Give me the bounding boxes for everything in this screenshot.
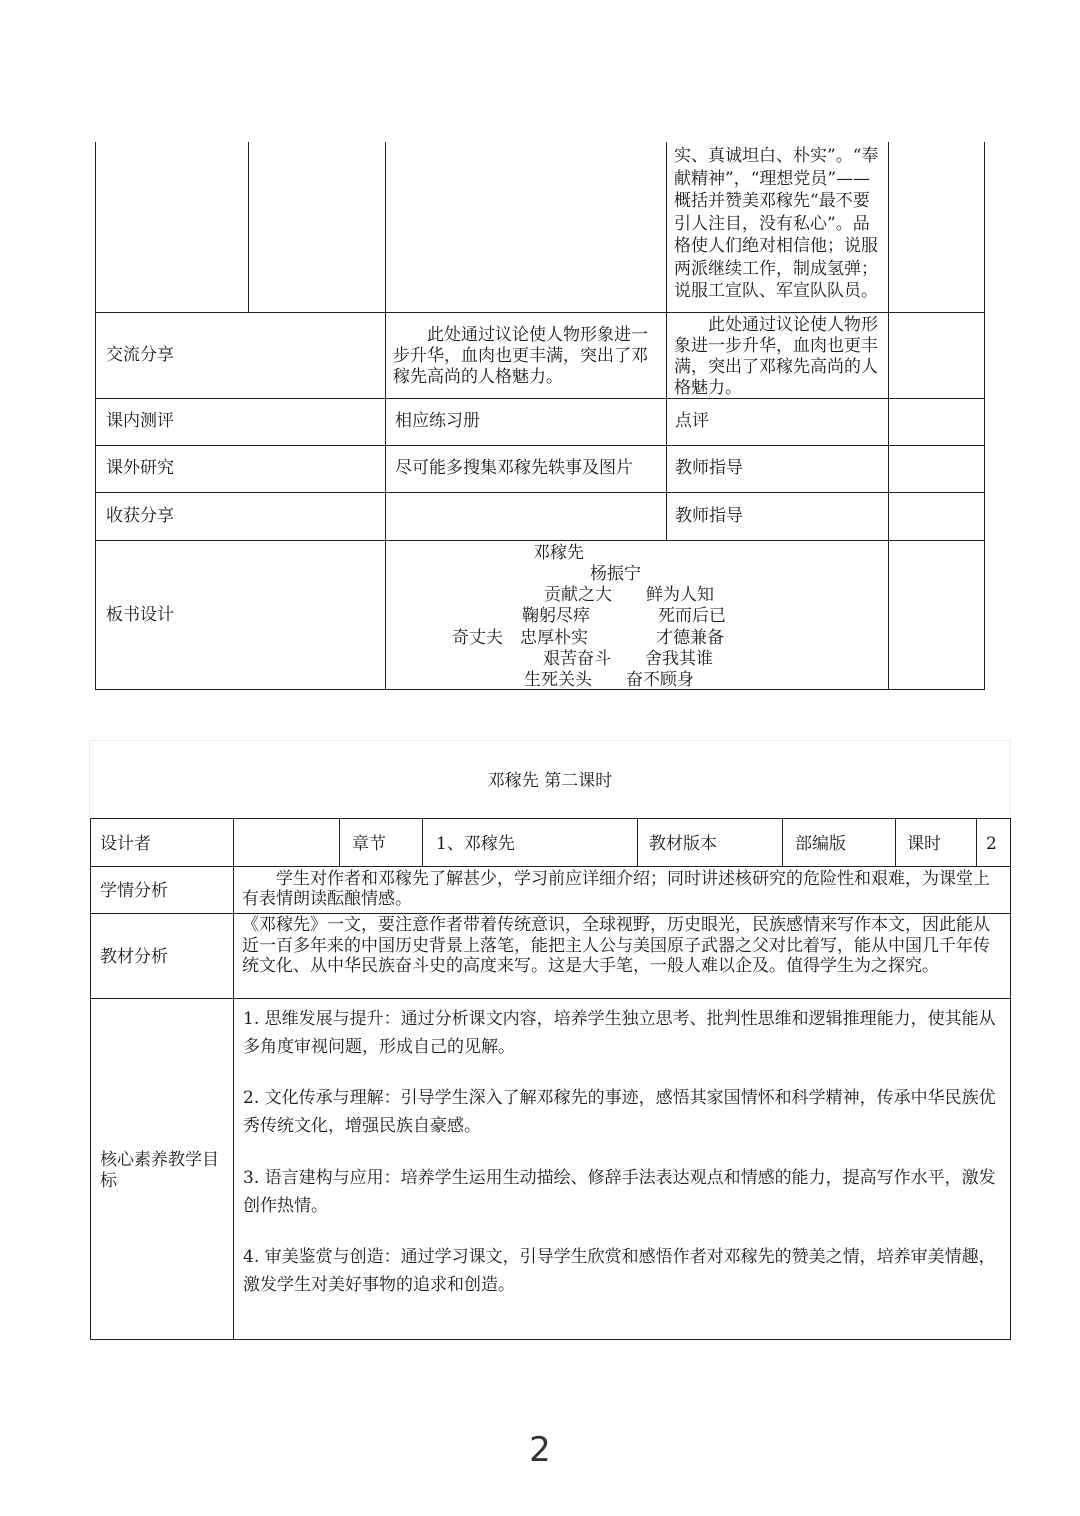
chapter-value: 1、邓稼先 xyxy=(436,834,515,854)
row-share-activity: 此处通过议论使人物形象进一步升华，血肉也更丰满，突出了邓稼先高尚的人格魅力。 xyxy=(393,325,648,387)
period-label: 课时 xyxy=(907,834,941,854)
student-analysis-text: 学生对作者和邓稼先了解甚少，学习前应详细介绍；同时讲述核研究的危险性和艰难，为课堂上有表情朗读酝酿情感。 xyxy=(242,869,990,909)
row-research-teacher: 教师指导 xyxy=(675,458,743,478)
row-label-share: 交流分享 xyxy=(106,345,174,365)
goal-item: 2. 文化传承与理解：引导学生深入了解邓稼先的事迹，感悟其家国情怀和科学精神，传承中华民族优秀传统文化，增强民族自豪感。 xyxy=(243,1088,996,1136)
board-line: 艰苦奋斗 舍我其谁 xyxy=(543,649,713,669)
board-line: 杨振宁 xyxy=(590,564,641,584)
board-line: 鞠躬尽瘁 死而后已 xyxy=(522,606,726,626)
edition-value: 部编版 xyxy=(795,834,846,854)
board-line: 邓稼先 xyxy=(533,543,584,563)
row-research-activity: 尽可能多搜集邓稼先轶事及图片 xyxy=(395,458,633,478)
row-label-research: 课外研究 xyxy=(106,458,174,478)
row-inclass-activity: 相应练习册 xyxy=(395,411,480,431)
row-share-teacher: 此处通过议论使人物形象进一步升华，血肉也更丰满，突出了邓稼先高尚的人格魅力。 xyxy=(674,315,878,398)
goal-item: 3. 语言建构与应用：培养学生运用生动描绘、修辞手法表达观点和情感的能力，提高写作水平，激发创作热情。 xyxy=(243,1168,996,1216)
goal-item: 1. 思维发展与提升：通过分析课文内容，培养学生独立思考、批判性思维和逻辑推理能力，使其能从多角度审视问题，形成自己的见解。 xyxy=(243,1009,996,1057)
page-number: 2 xyxy=(529,1430,551,1470)
period-value: 2 xyxy=(986,834,997,854)
row-label-inclass: 课内测评 xyxy=(106,411,174,431)
board-line: 贡献之大 鲜为人知 xyxy=(544,585,714,605)
edition-label: 教材版本 xyxy=(649,834,717,854)
textbook-analysis-text: 《邓稼先》一文，要注意作者带着传统意识，全球视野，历史眼光，民族感情来写作本文，因此能从近一百多年来的中国历史背景上落笔，能把主人公与美国原子武器之父对比着写，能从中国几千年传统文化、从中华民族奋斗史的高度来写。这是大手笔，一般人难以企及。值得学生为之探究。 xyxy=(242,915,990,976)
board-line: 奇丈夫 忠厚朴实 才德兼备 xyxy=(452,628,724,648)
chapter-label: 章节 xyxy=(352,834,386,854)
board-line: 生死关头 奋不顾身 xyxy=(524,670,694,690)
textbook-analysis-label: 教材分析 xyxy=(100,947,168,967)
goals-label: 核心素养教学目标 xyxy=(100,1150,219,1191)
goal-item: 4. 审美鉴赏与创造：通过学习课文，引导学生欣赏和感悟作者对邓稼先的赞美之情，培养审美情趣，激发学生对美好事物的追求和创造。 xyxy=(243,1247,996,1295)
row-harvest-teacher: 教师指导 xyxy=(675,506,743,526)
designer-label: 设计者 xyxy=(100,834,151,854)
continued-text: 实、真诚坦白、朴实”。“奉献精神”，“理想党员”——概括并赞美邓稼先“最不要引人注目，没有私心”。品格使人们绝对相信他；说服两派继续工作，制成氢弹；说服工宣队、军宣队队员。 xyxy=(674,146,879,301)
student-analysis-label: 学情分析 xyxy=(100,881,168,901)
row-label-harvest: 收获分享 xyxy=(106,506,174,526)
board-design-label: 板书设计 xyxy=(106,605,174,625)
row-inclass-teacher: 点评 xyxy=(675,411,709,431)
lesson-title: 邓稼先 第二课时 xyxy=(487,771,613,791)
